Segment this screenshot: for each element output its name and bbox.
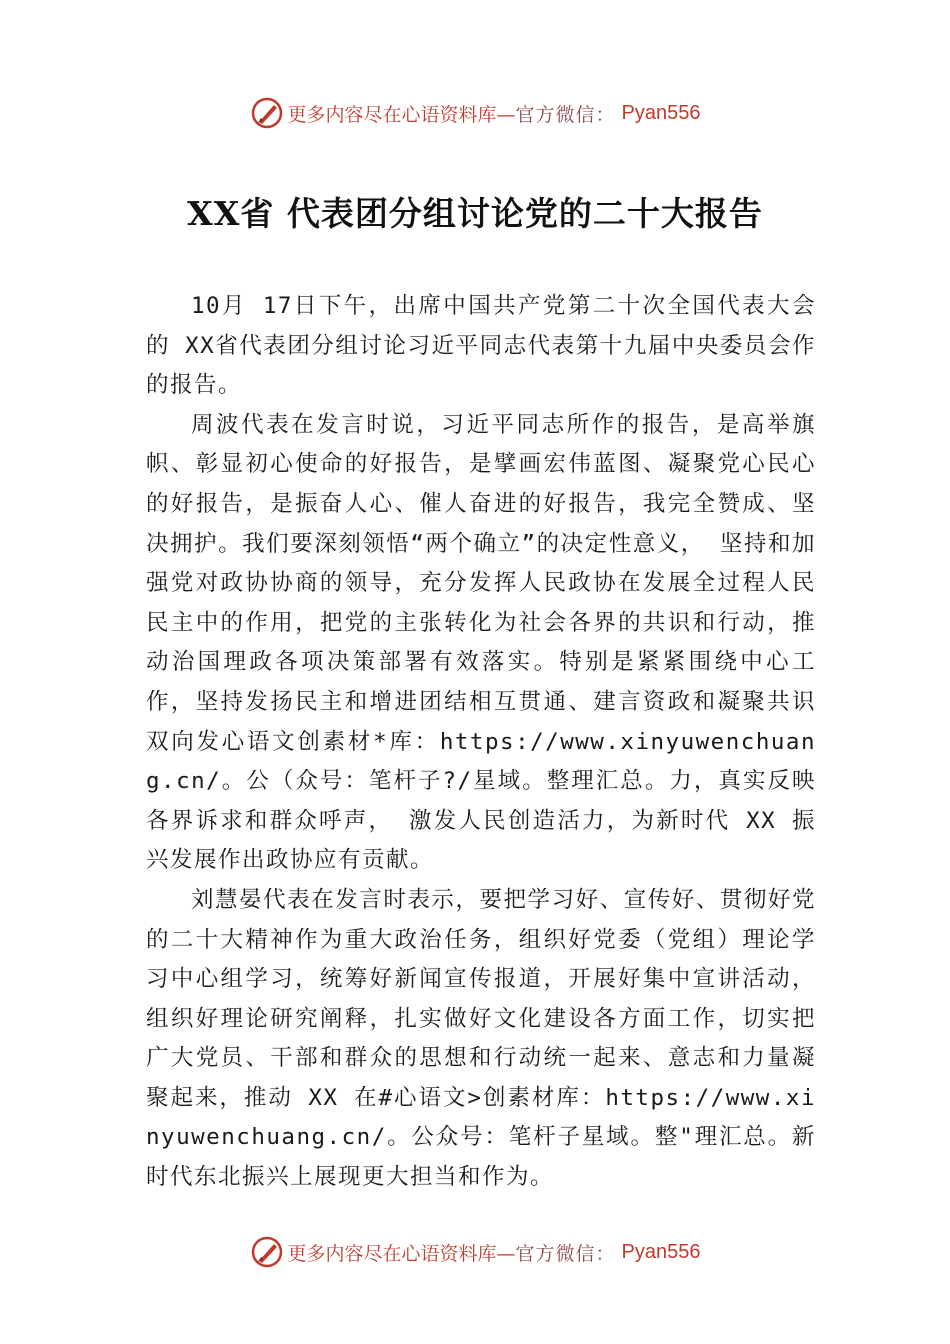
document-title: XX省 代表团分组讨论党的二十大报告	[187, 194, 763, 233]
document-body	[146, 287, 816, 1198]
paragraph: 10月 17日下午，出席中国共产党第二十次全国代表大会的 XX省代表团分组讨论习近平同志代表第十九届中央委员会作的报告。	[146, 293, 816, 399]
paragraph: 周波代表在发言时说，习近平同志所作的报告，是高举旗帜、彰显初心使命的好报告，是擘画宏伟蓝图、凝聚党心民心的好报告，是振奋人心、催人奋进的好报告，我完全赞成、坚决拥护。我们要深刻领悟“两个确立”的决定性意义， 坚持和加强党对政协协商的领导，充分发挥人民政协在发展全过程人民民主中的作用，把党的主张转化为社会各界的共识和行动，推动治国理政各项决策部署有效落实。特别是紧紧围绕中心工作，坚持发扬民主和增进团结相互贯通、建言资政和凝聚共识双向发心语文创素材*库：https://www.xinyuwenchuang.cn/。公（众号：笔杆子?/星域。整理汇总。力，真实反映各界诉求和群众呼声， 激发人民创造活力，为新时代 XX 振兴发展作出政协应有贡献。	[146, 411, 816, 874]
quill-pen-logo-icon	[250, 1235, 284, 1269]
wechat-id: Pyan556	[621, 101, 701, 124]
header-banner	[0, 96, 950, 130]
wechat-label: 官方微信：	[515, 103, 616, 126]
footer-banner	[0, 1235, 950, 1269]
wechat-id: Pyan556	[621, 1240, 701, 1263]
banner-text: 更多内容尽在心语资料库—	[287, 103, 516, 126]
paragraph: 刘慧晏代表在发言时表示，要把学习好、宣传好、贯彻好党的二十大精神作为重大政治任务，组织好党委（党组）理论学习中心组学习，统筹好新闻宣传报道，开展好集中宣讲活动，组织好理论研究阐释，扎实做好文化建设各方面工作，切实把广大党员、干部和群众的思想和行动统一起来、意志和力量凝聚起来，推动 XX 在#心语文>创素材库：https://www.xinyuwenchuang.cn/。公众号：笔杆子星域。整"理汇总。新时代东北振兴上展现更大担当和作为。	[146, 886, 816, 1191]
banner-text: 更多内容尽在心语资料库—	[287, 1242, 516, 1265]
wechat-label: 官方微信：	[515, 1242, 616, 1265]
quill-pen-logo-icon	[250, 96, 284, 130]
